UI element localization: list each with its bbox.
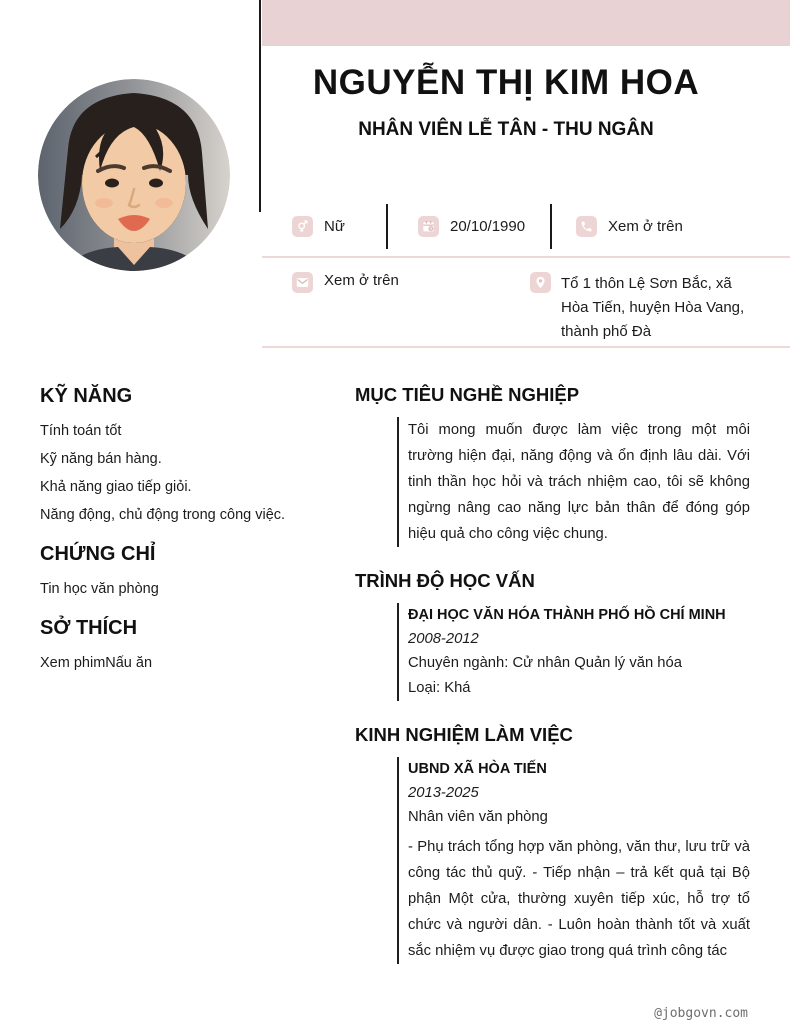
experience-period: 2013-2025 [408,785,479,801]
skill-item: Khả năng giao tiếp giỏi. [40,479,192,495]
personal-info-row-2 [262,266,750,344]
certificate-item: Tin học văn phòng [40,581,159,597]
header-vertical-rule [259,0,261,212]
skill-item: Tính toán tốt [40,423,122,439]
certificates-heading: CHỨNG CHỈ [40,543,156,565]
address-value [561,272,744,344]
address-line-3: thành phố Đà [561,323,652,340]
birth-date-field [388,204,552,249]
education-grade: Loại: Khá [408,680,471,696]
address-field [530,266,750,344]
education-major: Chuyên ngành: Cử nhân Quản lý văn hóa [408,655,682,671]
gender-value: Nữ [324,218,345,235]
objective-text: Tôi mong muốn được làm việc trong một môi trường hiện đại, năng động và ổn định lâu dài. Với tinh thần học hỏi và trách nhiệm cao, tôi sẽ không ngừng nâng cao năng lực bản thân để đóng góp hiệu quả cho công việc chung. [408,422,750,542]
skill-item: Năng động, chủ động trong công việc. [40,507,286,523]
education-block [397,603,750,701]
header-text-block [262,0,750,141]
gender-icon [292,216,313,237]
email-field [262,266,530,344]
address-line-2: Hòa Tiến, huyện Hòa Vang, [561,299,745,316]
email-value: Xem ở trên [324,272,399,289]
profile-photo [38,79,230,271]
experience-block [397,757,750,964]
site-watermark: @jobgovn.com [654,1006,748,1021]
skills-heading: KỸ NĂNG [40,385,133,407]
candidate-job-title: NHÂN VIÊN LỄ TÂN - THU NGÂN [358,119,654,140]
education-heading: TRÌNH ĐỘ HỌC VẤN [355,570,535,591]
left-column [40,383,325,689]
hobbies-list [40,649,325,677]
phone-value: Xem ở trên [608,218,683,235]
objective-block [397,417,750,547]
experience-role: Nhân viên văn phòng [408,809,548,825]
candidate-name: NGUYỄN THỊ KIM HOA [312,63,700,102]
phone-field [552,204,750,249]
experience-company: UBND XÃ HÒA TIẾN [408,761,547,777]
hobbies-heading: SỞ THÍCH [40,617,138,639]
birth-date-value: 20/10/1990 [450,218,526,235]
experience-description: - Phụ trách tổng hợp văn phòng, văn thư, lưu trữ và công tác thủ quỹ. - Tiếp nhận – trả kết quả tại Bộ phận Một cửa, thường xuyên tiếp xúc, hỗ trợ tổ chức và người dân. - Luôn hoàn thành tốt và xuất sắc nhiệm vụ được giao trong quá trình công tác [408,839,750,959]
email-icon [292,272,313,293]
calendar-icon [418,216,439,237]
gender-field [262,204,388,249]
divider-line-2 [262,346,790,348]
objective-heading: MỤC TIÊU NGHỀ NGHIỆP [355,384,580,405]
portrait-illustration [38,79,230,271]
skills-list [40,417,325,529]
skill-item: Kỹ năng bán hàng. [40,451,162,467]
right-column [355,383,750,986]
personal-info-row-1 [262,204,750,249]
divider-line-1 [262,256,790,258]
address-line-1: Tổ 1 thôn Lệ Sơn Bắc, xã [561,275,732,292]
education-school: ĐẠI HỌC VĂN HÓA THÀNH PHỐ HỒ CHÍ MINH [408,607,726,623]
certificates-list [40,575,325,603]
location-icon [530,272,551,293]
education-period: 2008-2012 [408,631,479,647]
hobby-item: Xem phimNấu ăn [40,655,153,671]
experience-heading: KINH NGHIỆM LÀM VIỆC [355,724,573,745]
phone-icon [576,216,597,237]
